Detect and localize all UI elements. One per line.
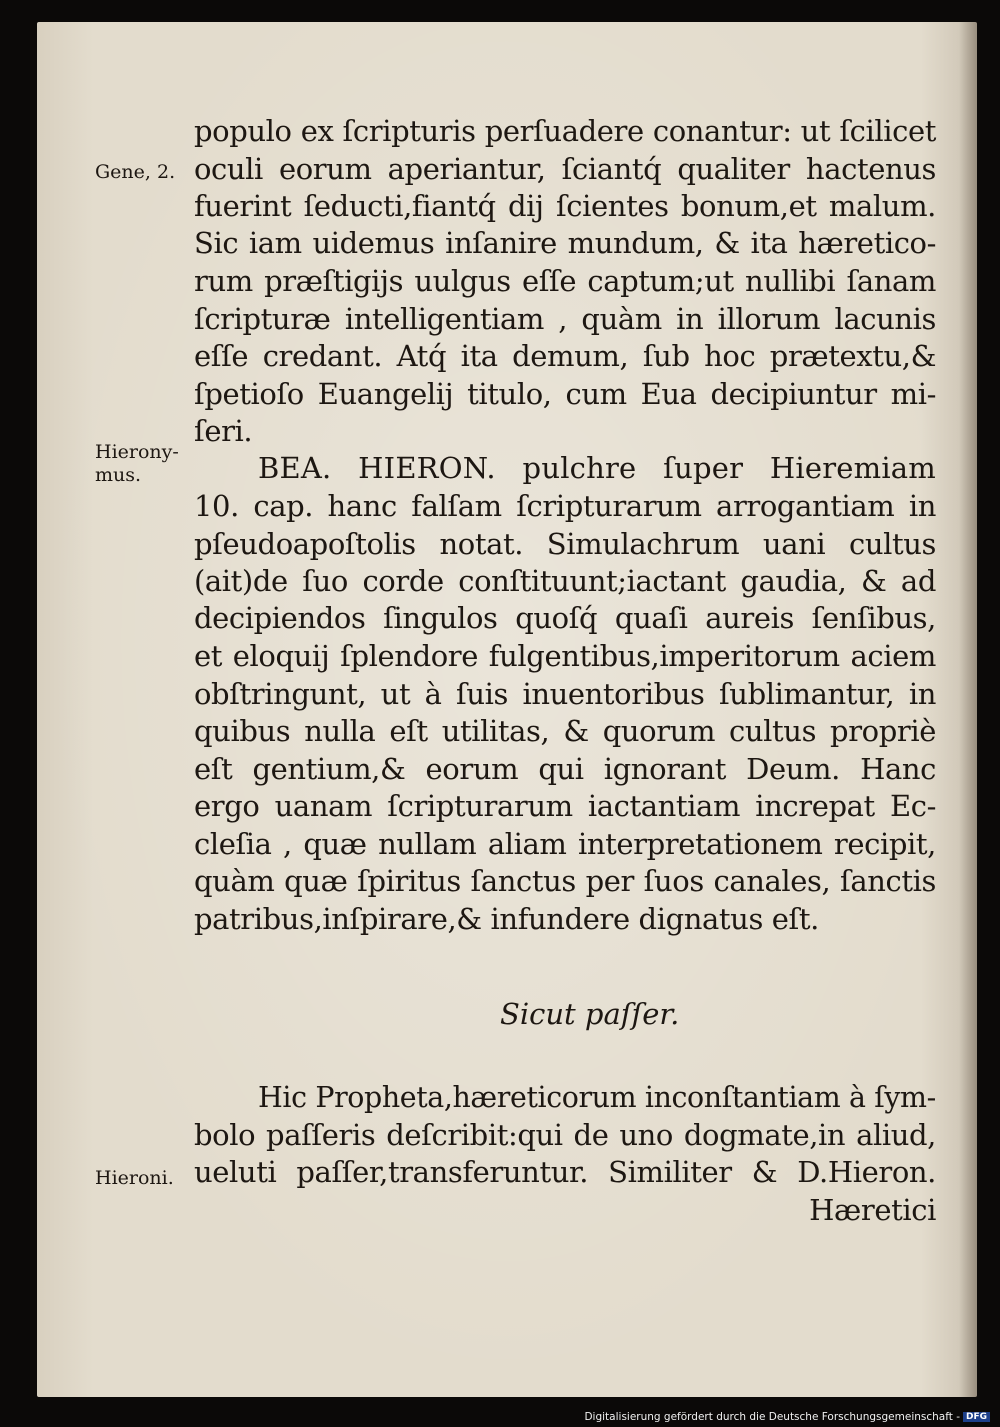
body-line: bolo paſſeris deſcribit:qui de uno dogmate,in aliud, xyxy=(194,1118,936,1152)
body-line: rum præſtigijs uulgus eſſe captum;ut nullibi ſanam xyxy=(194,264,936,298)
margin-note-hieronymus-line2: mus. xyxy=(95,464,142,486)
footer-text: Digitalisierung gefördert durch die Deutsche Forschungsgemeinschaft - xyxy=(584,1411,960,1423)
body-line: Sic iam uidemus inſanire mundum, & ita hæretico- xyxy=(194,226,936,260)
paragraph-start-line: BEA. HIERON. pulchre ſuper Hieremiam xyxy=(258,451,936,485)
paragraph-start-line: Hic Propheta,hæreticorum inconſtantiam à ſym- xyxy=(258,1080,936,1114)
margin-note-hieroni: Hieroni. xyxy=(95,1167,174,1189)
body-line: fuerint ſeducti,fiantq́ dij ſcientes bonum,et malum. xyxy=(194,189,936,223)
body-line: ſpetioſo Euangelij titulo, cum Eua decipiuntur mi- xyxy=(194,377,936,411)
body-line: ſeri. xyxy=(194,414,253,448)
body-line: ueluti paſſer,transferuntur. Similiter & D.Hieron. xyxy=(194,1155,936,1189)
body-line: quibus nulla eſt utilitas, & quorum cultus propriè xyxy=(194,714,936,748)
body-line: pſeudoapoſtolis notat. Simulachrum uani cultus xyxy=(194,527,936,561)
section-heading: Sicut paſſer. xyxy=(500,997,680,1031)
catchword: Hæretici xyxy=(809,1193,936,1227)
body-line: populo ex ſcripturis perſuadere conantur: ut ſcilicet xyxy=(194,114,936,148)
margin-note-gene: Gene, 2. xyxy=(95,161,176,183)
body-line: et eloquij ſplendore fulgentibus,imperitorum aciem xyxy=(194,639,936,673)
margin-note-hieronymus-line1: Hierony- xyxy=(95,441,179,463)
body-line: cleſia , quæ nullam aliam interpretationem recipit, xyxy=(194,827,936,861)
body-line: eſſe credant. Atq́ ita demum, ſub hoc prætextu,& xyxy=(194,339,936,373)
digitization-footer xyxy=(584,1411,990,1423)
body-line: quàm quæ ſpiritus ſanctus per ſuos canales, ſanctis xyxy=(194,864,936,898)
body-line: ergo uanam ſcripturarum iactantiam increpat Ec- xyxy=(194,789,936,823)
body-line: patribus,inſpirare,& infundere dignatus eſt. xyxy=(194,902,819,936)
body-line: 10. cap. hanc falſam ſcripturarum arrogantiam in xyxy=(194,489,936,523)
page-edge-shadow xyxy=(959,22,977,1397)
dfg-logo: DFG xyxy=(963,1412,990,1422)
body-line: ſcripturæ intelligentiam , quàm in illorum lacunis xyxy=(194,302,936,336)
body-line: eſt gentium,& eorum qui ignorant Deum. Hanc xyxy=(194,752,936,786)
body-line: (ait)de ſuo corde conſtituunt;iactant gaudia, & ad xyxy=(194,564,936,598)
body-line: obſtringunt, ut à ſuis inuentoribus ſublimantur, in xyxy=(194,677,936,711)
body-line: oculi eorum aperiantur, ſciantq́ qualiter hactenus xyxy=(194,152,936,186)
body-line: decipiendos ſingulos quoſq́ quaſi aureis ſenſibus, xyxy=(194,601,936,635)
